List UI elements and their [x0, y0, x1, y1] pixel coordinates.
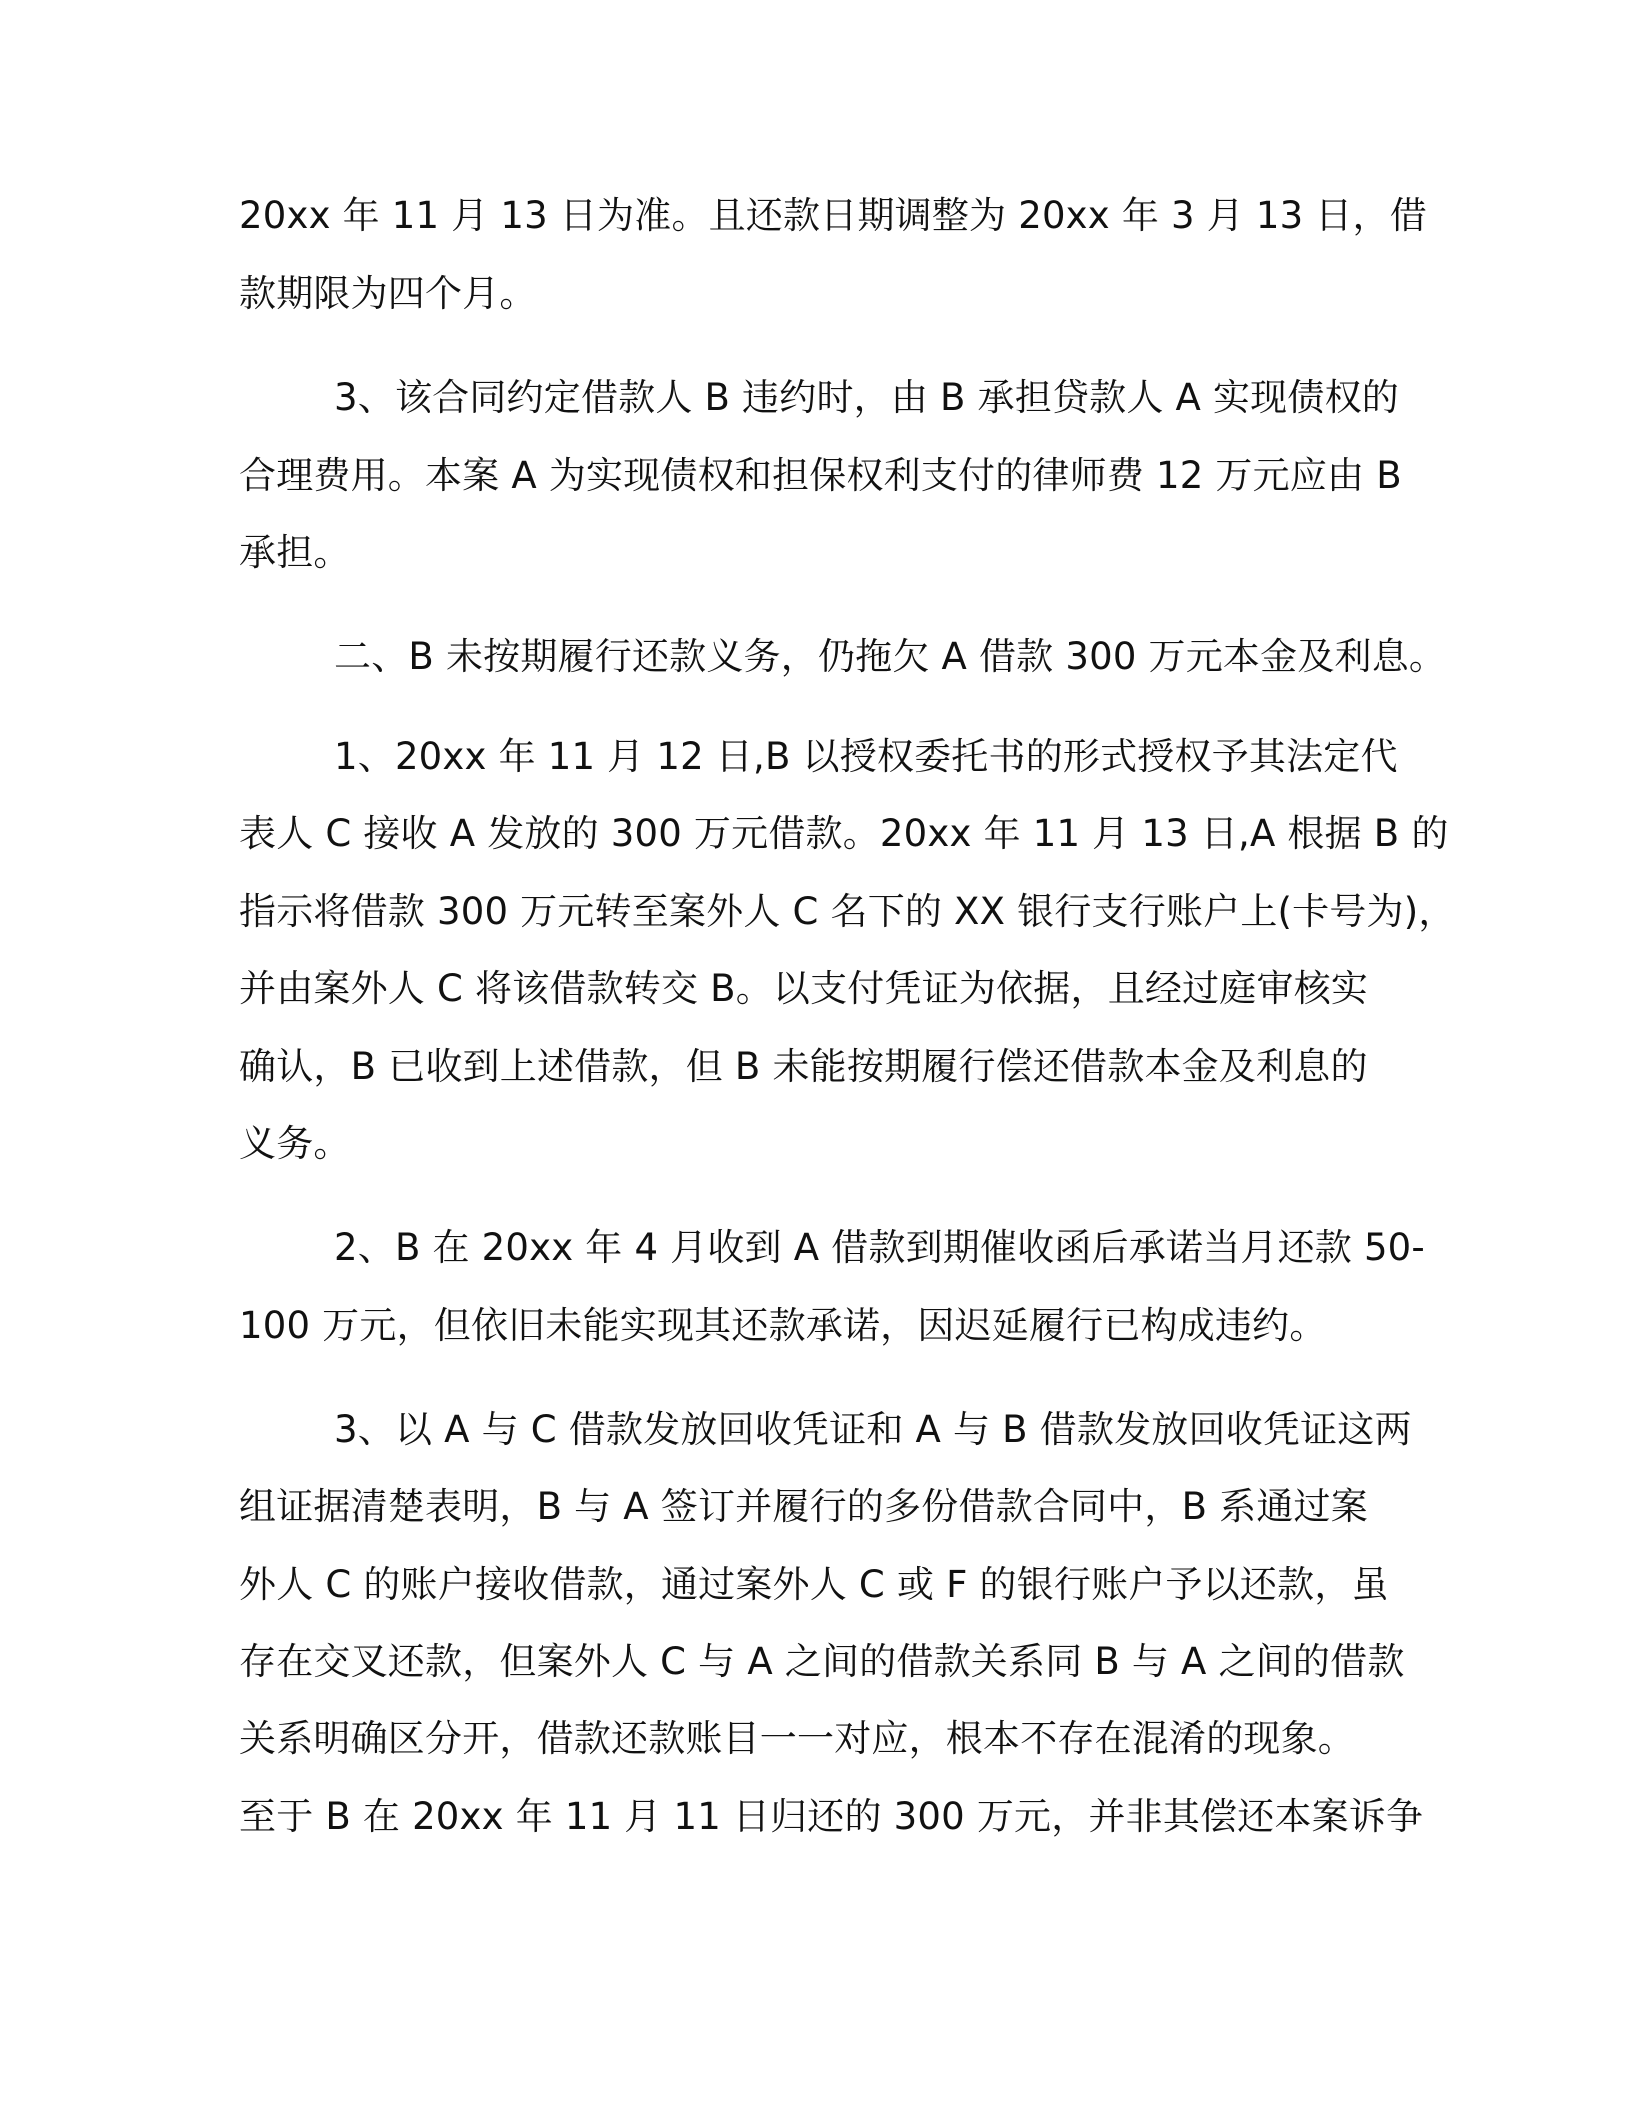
text-line: 确认，B 已收到上述借款，但 B 未能按期履行偿还借款本金及利息的: [239, 1045, 1368, 1088]
text-line: 二、B 未按期履行还款义务，仍拖欠 A 借款 300 万元本金及利息。: [334, 635, 1447, 678]
text-line: 指示将借款 300 万元转至案外人 C 名下的 XX 银行支行账户上(卡号为)，: [239, 890, 1456, 933]
text-line: 20xx 年 11 月 13 日为准。且还款日期调整为 20xx 年 3 月 13 日，借: [239, 194, 1427, 237]
text-line: 并由案外人 C 将该借款转交 B。以支付凭证为依据，且经过庭审核实: [239, 967, 1369, 1010]
text-line: 1、20xx 年 11 月 12 日,B 以授权委托书的形式授权予其法定代: [334, 735, 1398, 778]
text-line: 存在交叉还款，但案外人 C 与 A 之间的借款关系同 B 与 A 之间的借款: [239, 1640, 1405, 1683]
text-line: 合理费用。本案 A 为实现债权和担保权利支付的律师费 12 万元应由 B: [239, 454, 1402, 497]
text-line: 承担。: [239, 531, 351, 574]
text-line: 组证据清楚表明，B 与 A 签订并履行的多份借款合同中，B 系通过案: [239, 1485, 1368, 1528]
text-line: 3、该合同约定借款人 B 违约时，由 B 承担贷款人 A 实现债权的: [334, 376, 1399, 419]
text-line: 表人 C 接收 A 发放的 300 万元借款。20xx 年 11 月 13 日,A 根据 B 的: [239, 812, 1449, 855]
text-line: 3、以 A 与 C 借款发放回收凭证和 A 与 B 借款发放回收凭证这两: [334, 1408, 1412, 1451]
text-line: 关系明确区分开，借款还款账目一一对应，根本不存在混淆的现象。: [239, 1717, 1355, 1760]
text-line: 款期限为四个月。: [239, 272, 537, 315]
text-line: 至于 B 在 20xx 年 11 月 11 日归还的 300 万元，并非其偿还本案诉争: [239, 1795, 1424, 1838]
text-line: 义务。: [239, 1122, 351, 1165]
text-line: 2、B 在 20xx 年 4 月收到 A 借款到期催收函后承诺当月还款 50-: [334, 1226, 1425, 1269]
text-line: 外人 C 的账户接收借款，通过案外人 C 或 F 的银行账户予以还款，虽: [239, 1563, 1389, 1606]
text-line: 100 万元，但依旧未能实现其还款承诺，因迟延履行已构成违约。: [239, 1304, 1327, 1347]
